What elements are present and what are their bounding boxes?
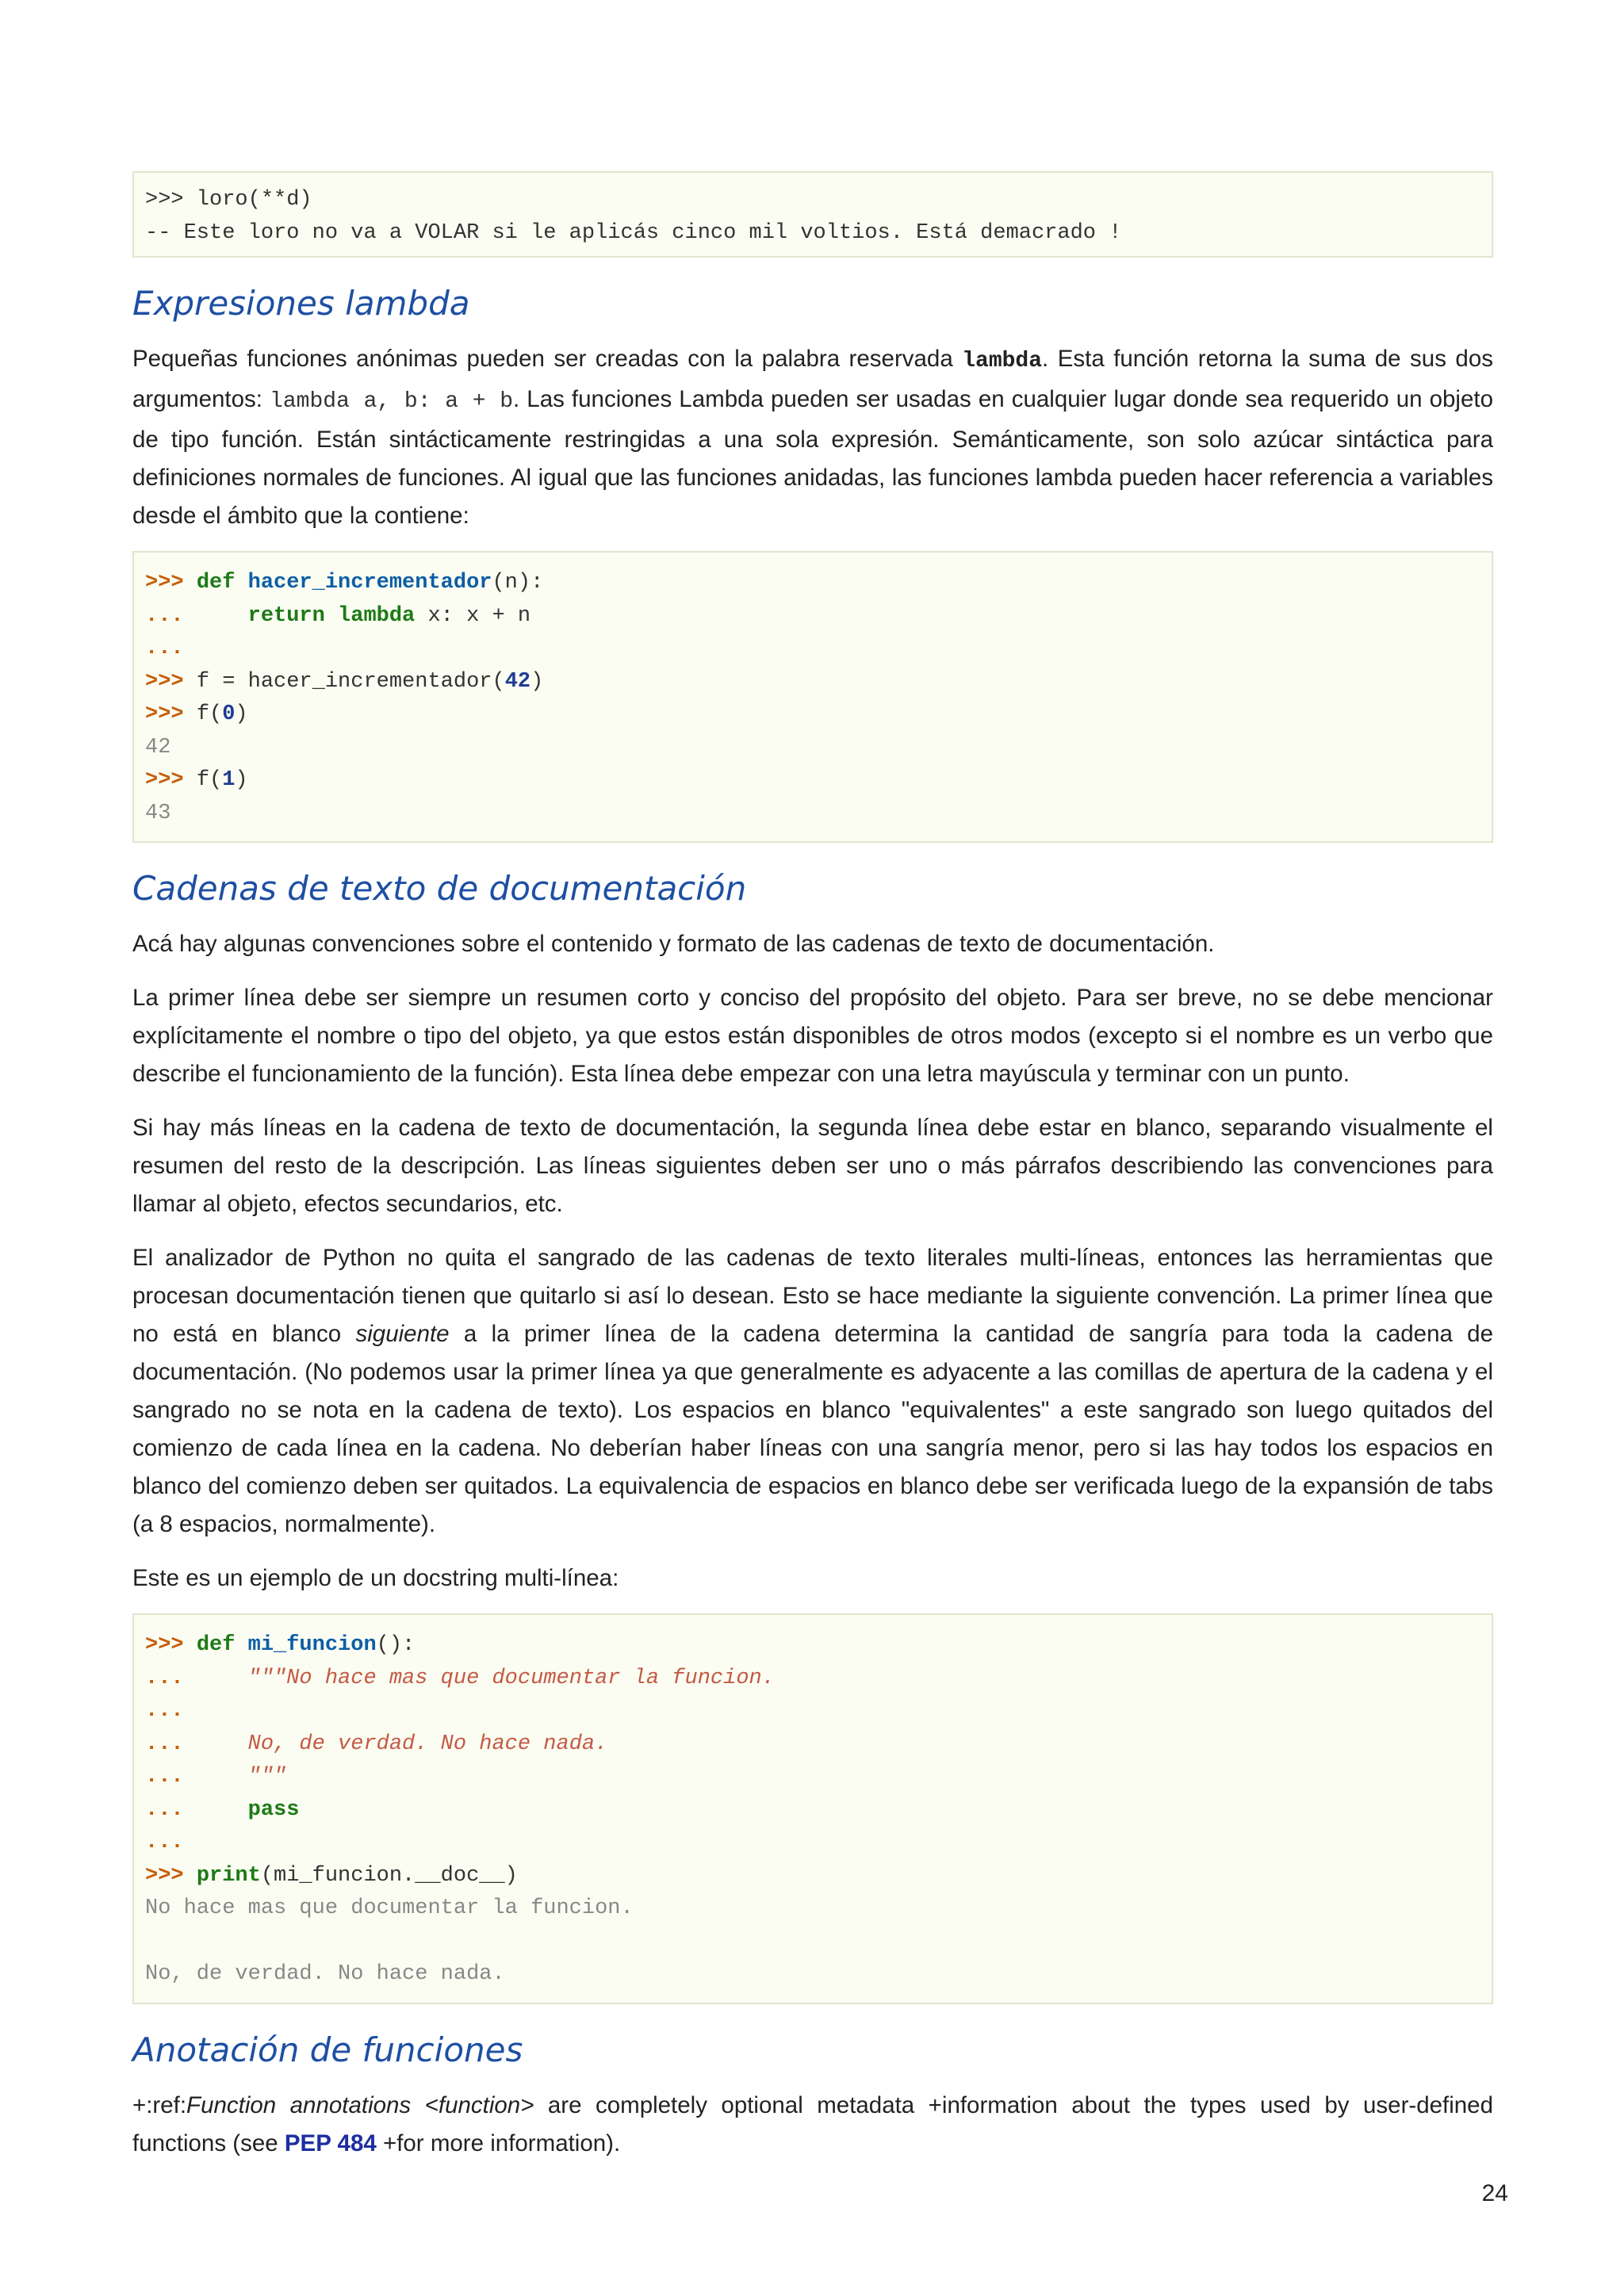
heading-docstrings: Cadenas de texto de documentación: [132, 869, 747, 908]
paragraph-docstrings-5: Este es un ejemplo de un docstring multi-línea:: [132, 1565, 619, 1591]
inline-code-lambda: lambda: [962, 349, 1043, 373]
code-block-docstring: >>> def mi_funcion(): ... """No hace mas que documentar la funcion. ... ... No, de verdad. No hace nada. ... """ ... pass ... >>> print(mi_funcion.__doc__) No hace mas que documentar la funcion. No, de verdad. No hace nada.: [132, 1613, 1493, 2004]
inline-code-example: lambda a, b: a + b: [270, 389, 513, 414]
pep-484-link[interactable]: PEP 484: [284, 2130, 377, 2156]
code-line: >>> loro(**d): [145, 188, 312, 212]
paragraph-docstrings-4: El analizador de Python no quita el sangrado de las cadenas de texto literales multi-líneas, entonces las herramientas que procesan documentación tienen que quitarlo si así lo desean. Esto se hace mediante la siguiente convención. La primer línea que no está en blanco siguiente a la primer línea de la cadena determina la cantidad de sangría para toda la cadena de documentación. (No podemos usar la primer línea ya que generalmente es adyacente a las comillas de apertura de la cadena y el sangrado no se nota en la cadena de texto). Los espacios en blanco "equivalentes" a este sangrado son luego quitados del comienzo de cada línea en la cadena. No deberían haber líneas con una sangría menor, pero si las hay todos los espacios en blanco del comienzo deben ser quitados. La equivalencia de espacios en blanco debe ser verificada luego de la expansión de tabs (a 8 espacios, normalmente).: [132, 1245, 1493, 1537]
paragraph-docstrings-1: Acá hay algunas convenciones sobre el contenido y formato de las cadenas de texto de documentación.: [132, 931, 1215, 957]
paragraph-annotations: +:ref:Function annotations <function> are completely optional metadata +information about the types used by user-defined functions (see PEP 484 +for more information).: [132, 2091, 1493, 2156]
paragraph-lambda: Pequeñas funciones anónimas pueden ser creadas con la palabra reservada lambda. Esta función retorna la suma de sus dos argumentos: lambda a, b: a + b. Las funciones Lambda pueden ser usadas en cualquier lugar donde sea requerido un objeto de tipo función. Están sintácticamente restringidas a una sola expresión. Semánticamente, son solo azúcar sintáctica para definiciones normales de funciones. Al igual que las funciones anidadas, las funciones lambda pueden hacer referencia a variables desde el ámbito que la contiene:: [132, 346, 1493, 529]
code-line: -- Este loro no va a VOLAR si le aplicás cinco mil voltios. Está demacrado !: [145, 220, 1122, 245]
code-block-lambda: >>> def hacer_incrementador(n): ... return lambda x: x + n ... >>> f = hacer_incrementador(42) >>> f(0) 42 >>> f(1) 43: [132, 551, 1493, 843]
heading-lambda: Expresiones lambda: [132, 284, 470, 323]
code-block-loro: [132, 171, 1493, 258]
paragraph-docstrings-3: Si hay más líneas en la cadena de texto de documentación, la segunda línea debe estar en blanco, separando visualmente el resumen del resto de la descripción. Las líneas siguientes deben ser uno o más párrafos describiendo las convenciones para llamar al objeto, efectos secundarios, etc.: [132, 1115, 1493, 1217]
page-content: [132, 171, 1493, 2179]
heading-annotations: Anotación de funciones: [132, 2030, 523, 2069]
paragraph-docstrings-2: La primer línea debe ser siempre un resumen corto y conciso del propósito del objeto. Para ser breve, no se debe mencionar explícitamente el nombre o tipo del objeto, ya que estos están disponibles de otros modos (excepto si el nombre es un verbo que describe el funcionamiento de la función). Esta línea debe empezar con una letra mayúscula y terminar con un punto.: [132, 985, 1493, 1087]
page-number: 24: [1481, 2180, 1508, 2206]
